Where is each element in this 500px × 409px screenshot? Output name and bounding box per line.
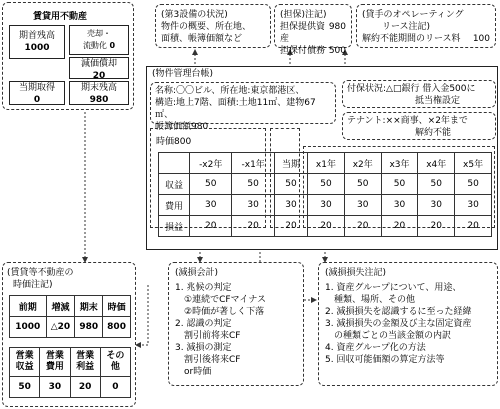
list-item: 2. 減損損失を認識するに至った経緯: [325, 307, 472, 317]
table-cell: 30: [308, 195, 345, 216]
table-header-cell: x5年: [455, 153, 492, 174]
table-header-cell: x1年: [308, 153, 345, 174]
market-value-label: 時価800: [156, 137, 192, 147]
table-cell: 30: [381, 195, 418, 216]
table-cell: 30: [274, 195, 307, 216]
table-header-cell: 前期: [10, 296, 47, 317]
sale-cell: 売却・ 流動化 0: [69, 25, 129, 55]
table-cell: 50: [308, 174, 345, 195]
list-item: 1. 兆候の判定: [175, 283, 232, 293]
fair-value-title-1: (賃貸等不動産の: [7, 268, 74, 278]
table-header-cell: 時価: [103, 296, 131, 317]
row-label: 収益: [159, 174, 190, 195]
impairment-note-title: (減損損失注記): [325, 268, 387, 278]
table-header-cell: x2年: [344, 153, 381, 174]
table-row: [159, 195, 492, 216]
opening-balance-cell: 期首残高 1000: [9, 25, 65, 59]
closing-balance-cell: 期末残高 980: [69, 81, 129, 105]
list-item: の種類ごとの当該金額の内訳: [325, 331, 452, 341]
table-header-cell: その 他: [100, 348, 130, 377]
acquisition-cell: 当期取得 0: [9, 81, 65, 105]
table-cell: 50: [232, 174, 274, 195]
table-row: [10, 377, 131, 398]
impairment-accounting-box: [168, 262, 304, 386]
list-item: 4. 資産グループ化の方法: [325, 343, 426, 353]
table-cell: 50: [455, 174, 492, 195]
table-cell: 50: [418, 174, 455, 195]
table-cell: 50: [274, 174, 307, 195]
table-cell: 30: [40, 377, 70, 398]
table-header-row: [10, 296, 131, 317]
row-label: 費用: [159, 195, 190, 216]
table-cell: 30: [190, 195, 232, 216]
list-item: ①連続でCFマイナス: [175, 295, 266, 305]
facility-note-box: (第3設備の状況) 物件の概要、所在地、 面積、帳簿価額など: [155, 4, 271, 48]
list-item: 5. 回収可能価額の算定方法等: [325, 355, 445, 365]
table-cell: 30: [418, 195, 455, 216]
list-item: 2. 認識の判定: [175, 319, 232, 329]
table-cell: 20: [190, 216, 232, 237]
list-item: 割引後将来CF: [175, 355, 241, 365]
table-header-cell: 営業 費用: [40, 348, 70, 377]
depreciation-cell: 減価償却 20: [69, 57, 129, 79]
list-item: or時価: [175, 367, 212, 377]
list-item: ②時価が著しく下落: [175, 307, 265, 317]
table-cell: 800: [103, 317, 131, 338]
list-item: 種類、場所、その他: [325, 295, 416, 305]
table-header-cell: 期末: [75, 296, 103, 317]
table-cell: 50: [10, 377, 40, 398]
rental-property-title: 賃貸用不動産: [33, 12, 88, 22]
table-cell: 20: [232, 216, 274, 237]
list-item: 3. 減損の測定: [175, 343, 232, 353]
table-header-cell: 営業 収益: [10, 348, 40, 377]
table-cell: 20: [344, 216, 381, 237]
operating-table: [9, 347, 131, 398]
table-cell: 0: [100, 377, 130, 398]
ledger-description: 名称:〇〇ビル、所在地:東京都港区、 構造:地上7階、面積:土地11㎡、建物67㎡、 帳簿価額980: [150, 82, 336, 124]
table-cell: 20: [274, 216, 307, 237]
table-header-cell: 営業 利益: [70, 348, 100, 377]
table-cell: 1000: [10, 317, 47, 338]
table-cell: △20: [46, 317, 75, 338]
collateral-note-box: (担保)注記) 担保提供資産 980 担保付債務 500: [274, 4, 352, 48]
ledger-title: (物件管理台帳): [152, 69, 214, 79]
table-header-cell: -x2年: [190, 153, 232, 174]
table-header-row: [159, 153, 492, 174]
table-cell: 20: [455, 216, 492, 237]
table-cell: 20: [418, 216, 455, 237]
table-cell: 30: [232, 195, 274, 216]
lease-note-box: (貸手のオペレーティング リース注記) 解約不能期間のリース料 100: [356, 4, 496, 48]
table-cell: 50: [344, 174, 381, 195]
impairment-note-box: [318, 262, 498, 386]
ledger-collateral: 付保状況:△□銀行 借入金500に 抵当権設定: [342, 80, 496, 108]
list-item: 割引前将来CF: [175, 331, 241, 341]
table-cell: 980: [75, 317, 103, 338]
table-header-cell: x3年: [381, 153, 418, 174]
table-header-cell: 増減: [46, 296, 75, 317]
table-header-cell: 当期: [274, 153, 307, 174]
table-cell: 20: [381, 216, 418, 237]
ledger-tenant: テナント:××商事、×2年まで 解約不能: [342, 112, 496, 140]
table-cell: 30: [455, 195, 492, 216]
list-item: 3. 減損損失の金額及び主な固定資産: [325, 319, 472, 329]
cashflow-table: [158, 152, 492, 237]
table-cell: 20: [70, 377, 100, 398]
table-row: [159, 174, 492, 195]
rental-property-box: [2, 2, 134, 110]
table-row: [10, 317, 131, 338]
table-cell: 50: [190, 174, 232, 195]
table-cell: 20: [308, 216, 345, 237]
fair-value-title-2: 時価注記): [13, 280, 53, 290]
table-header-cell: [159, 153, 190, 174]
table-header-cell: -x1年: [232, 153, 274, 174]
row-label: 損益: [159, 216, 190, 237]
impairment-accounting-title: (減損会計): [175, 268, 219, 278]
table-header-cell: x4年: [418, 153, 455, 174]
table-row: [159, 216, 492, 237]
fair-value-table: [9, 295, 131, 338]
list-item: 1. 資産グループについて、用途、: [325, 283, 462, 293]
table-cell: 30: [344, 195, 381, 216]
table-cell: 50: [381, 174, 418, 195]
table-header-row: [10, 348, 131, 377]
fair-value-note-box: [2, 262, 136, 407]
